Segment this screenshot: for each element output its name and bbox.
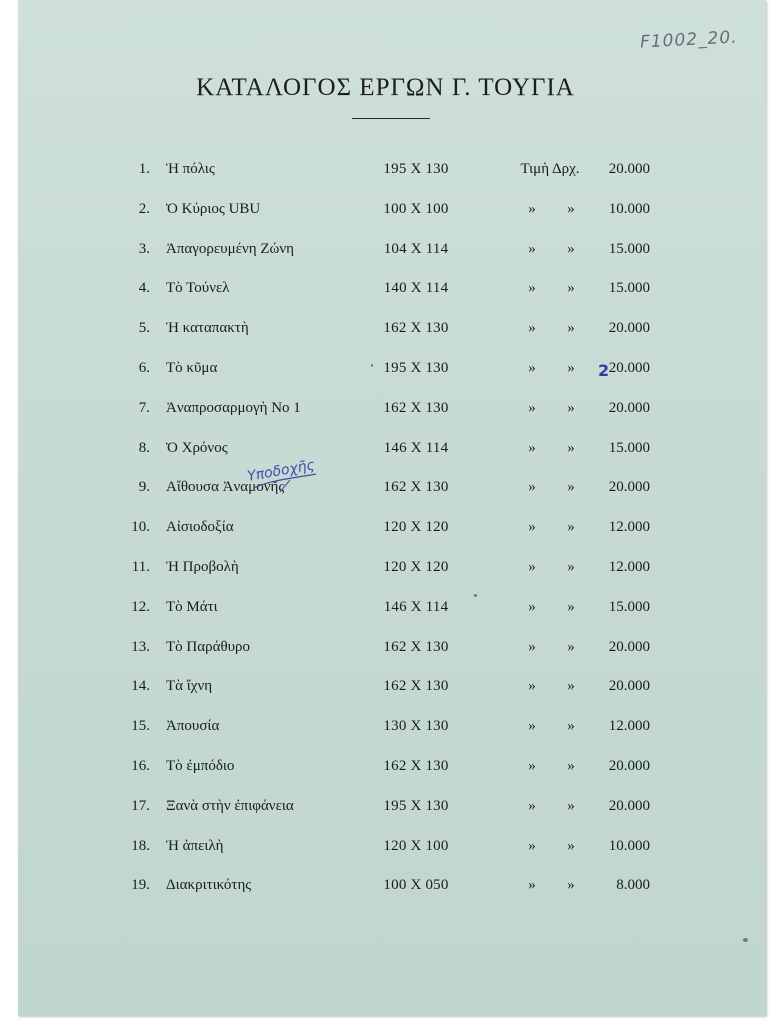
work-price: 10.000 [608,201,650,217]
work-price: 20.000 [608,639,650,655]
work-price: 15.000 [608,440,650,456]
work-number: 8. [138,440,150,456]
work-dimensions: 140 X 114 [383,280,449,296]
table-row [0,201,771,223]
work-number: 18. [131,838,150,854]
table-row [0,519,771,541]
work-price: 15.000 [608,599,650,615]
ditto-mark: » [528,479,536,495]
title-underline [352,118,430,119]
work-title: Ὁ Χρόνος [166,440,228,456]
ditto-mark: » [567,360,575,376]
ditto-mark: » [528,798,536,814]
table-row [0,718,771,740]
work-dimensions: 195 X 130 [383,798,449,814]
table-row [0,440,771,462]
table-row [0,877,771,899]
table-row [0,320,771,342]
work-title: Ἀπαγορευμένη Ζώνη [166,241,294,257]
ditto-mark: » [528,241,536,257]
table-row [0,360,771,382]
work-price: 20.000 [608,360,650,376]
ditto-mark: » [528,599,536,615]
work-price: 15.000 [608,241,650,257]
work-price: 12.000 [608,559,650,575]
ditto-mark: » [528,838,536,854]
work-dimensions: 195 X 130 [383,360,449,376]
work-title: Ἀναπροσαρμογὴ No 1 [166,400,301,416]
ditto-mark: » [567,798,575,814]
work-dimensions: 100 X 050 [383,877,449,893]
work-dimensions: 162 X 130 [383,400,449,416]
handwritten-underline-stroke [250,470,320,494]
ditto-mark: » [528,718,536,734]
work-price: 12.000 [608,519,650,535]
work-dimensions: 104 X 114 [383,241,449,257]
table-row [0,798,771,820]
work-price: 10.000 [608,838,650,854]
ditto-mark: » [567,400,575,416]
archive-mark: F1002_20. [639,27,739,53]
work-title: Τὸ Μάτι [166,599,218,615]
ditto-mark: » [528,280,536,296]
work-title: Αἴθουσα Ἀναμονῆς [166,479,285,495]
ditto-mark: » [567,877,575,893]
ditto-mark: » [528,519,536,535]
ditto-mark: » [528,559,536,575]
price-header: Τιμὴ Δρχ. [520,161,580,177]
table-row [0,241,771,263]
work-dimensions: 120 X 120 [383,519,449,535]
table-row [0,161,771,183]
table-row [0,400,771,422]
ditto-mark: » [528,360,536,376]
table-row [0,678,771,700]
work-price: 20.000 [608,479,650,495]
ditto-mark: » [567,639,575,655]
work-price: 15.000 [608,280,650,296]
work-price: 20.000 [608,758,650,774]
work-price: 12.000 [608,718,650,734]
ditto-mark: » [567,241,575,257]
ditto-mark: » [528,400,536,416]
work-dimensions: 120 X 120 [383,559,449,575]
table-row [0,559,771,581]
work-number: 5. [138,320,150,336]
work-number: 13. [131,639,150,655]
ditto-mark: » [528,639,536,655]
work-number: 7. [138,400,150,416]
ditto-mark: » [528,440,536,456]
work-dimensions: 146 X 114 [383,599,449,615]
ditto-mark: » [567,718,575,734]
ditto-mark: » [567,280,575,296]
work-dimensions: 195 X 130 [383,161,449,177]
handwritten-note: Υποδοχῆς [246,457,316,485]
ditto-mark: » [528,201,536,217]
ditto-mark: » [567,201,575,217]
ditto-mark: » [528,678,536,694]
work-number: 4. [138,280,150,296]
work-title: Ἀπουσία [166,718,220,734]
ditto-mark: » [567,440,575,456]
ditto-mark: » [528,320,536,336]
table-row [0,838,771,860]
ditto-mark: » [528,758,536,774]
work-number: 16. [131,758,150,774]
work-title: Διακριτικότης [166,877,252,893]
ditto-mark: » [567,559,575,575]
work-dimensions: 162 X 130 [383,639,449,655]
work-title: Τὸ Τούνελ [166,280,230,296]
paper-speck [371,364,373,367]
table-row [0,280,771,302]
table-row [0,479,771,501]
work-title: Ξανὰ στὴν ἐπιφάνεια [166,798,294,814]
work-dimensions: 146 X 114 [383,440,449,456]
work-dimensions: 162 X 130 [383,320,449,336]
ink-correction: 2 [598,361,610,380]
work-price: 8.000 [616,877,650,893]
work-title: Ἡ καταπακτὴ [166,320,249,336]
work-title: Αἰσιοδοξία [166,519,234,535]
work-number: 1. [138,161,150,177]
ditto-mark: » [567,838,575,854]
work-price: 20.000 [608,400,650,416]
work-number: 10. [131,519,150,535]
ditto-mark: » [567,320,575,336]
work-number: 17. [131,798,150,814]
page-title: ΚΑΤΑΛΟΓΟΣ ΕΡΓΩΝ Γ. ΤΟΥΓΙΑ [196,74,575,101]
work-number: 6. [138,360,150,376]
table-row [0,599,771,621]
ditto-mark: » [567,519,575,535]
work-dimensions: 130 X 130 [383,718,449,734]
table-row [0,758,771,780]
work-number: 3. [138,241,150,257]
work-title: Τὸ κῦμα [166,360,218,376]
work-number: 12. [131,599,150,615]
ditto-mark: » [528,877,536,893]
work-number: 14. [131,678,150,694]
work-title: Τὸ Παράθυρο [166,639,251,655]
ditto-mark: » [567,479,575,495]
work-title: Ἡ Προβολὴ [166,559,239,575]
work-price: 20.000 [608,320,650,336]
work-dimensions: 162 X 130 [383,479,449,495]
work-price: 20.000 [608,161,650,177]
work-title: Ὁ Κύριος UBU [166,201,261,217]
paper-sheet [18,0,766,1016]
work-dimensions: 100 X 100 [383,201,449,217]
ditto-mark: » [567,678,575,694]
work-dimensions: 162 X 130 [383,758,449,774]
ditto-mark: » [567,599,575,615]
work-number: 2. [138,201,150,217]
work-title: Τὸ ἐμπόδιο [166,758,235,774]
work-price: 20.000 [608,678,650,694]
table-row [0,639,771,661]
work-number: 9. [138,479,150,495]
work-number: 15. [131,718,150,734]
ditto-mark: » [567,758,575,774]
paper-speck [743,938,748,942]
work-dimensions: 162 X 130 [383,678,449,694]
work-price: 20.000 [608,798,650,814]
work-title: Ἡ ἀπειλὴ [166,838,224,854]
paper-speck [474,594,477,597]
work-number: 19. [131,877,150,893]
work-dimensions: 120 X 100 [383,838,449,854]
work-title: Ἡ πόλις [166,161,215,177]
work-number: 11. [131,559,150,575]
work-title: Τὰ ἴχνη [166,678,213,694]
